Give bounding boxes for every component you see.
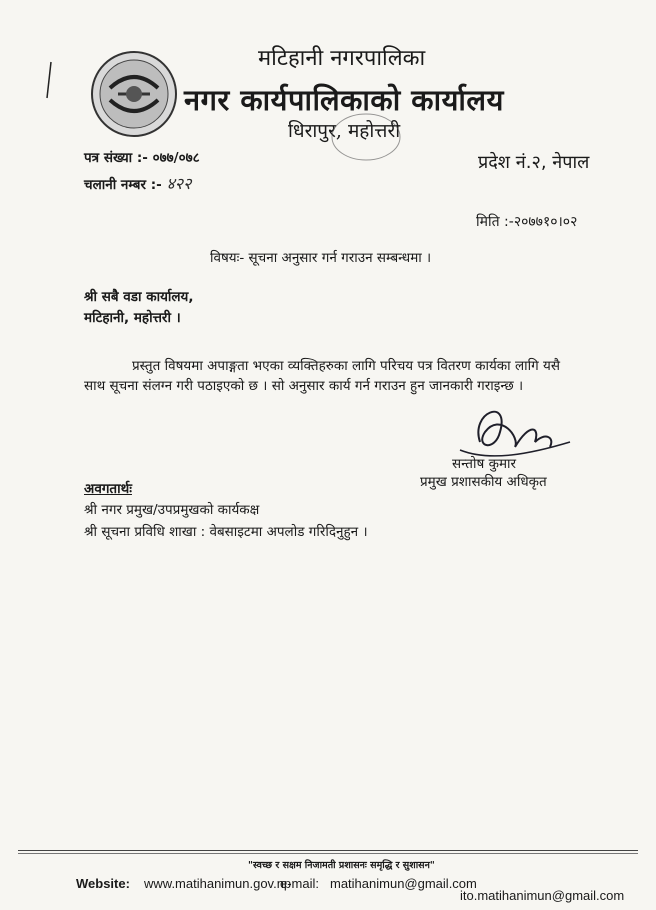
website-link[interactable]: www.matihanimun.gov.np [144, 876, 292, 891]
addressee-line2: मटिहानी, महोत्तरी । [84, 310, 181, 326]
margin-mark [44, 60, 54, 100]
letter-date: मिति :-२०७७१०।०२ [476, 214, 578, 230]
email-link-2[interactable]: ito.matihanimun@gmail.com [460, 888, 625, 903]
cc-line2: श्री सूचना प्रविधि शाखा : वेबसाइटमा अपलोड गरिदिनुहुन । [84, 524, 368, 540]
signatory-title: प्रमुख प्रशासकीय अधिकृत [420, 474, 547, 490]
province: प्रदेश नं.२, नेपाल [478, 152, 590, 173]
office-name: नगर कार्यपालिकाको कार्यालय [184, 83, 504, 117]
office-stamp [330, 112, 402, 162]
body-line1: प्रस्तुत विषयमा अपाङ्गता भएका व्यक्तिहरुका लागि परिचय पत्र वितरण कार्यका लागि यसै [132, 358, 560, 374]
cc-heading: अवगतार्थः [84, 481, 132, 497]
signatory-name: सन्तोष कुमार [452, 456, 517, 472]
office-location: धिरापुर, महोत्तरी [288, 120, 401, 142]
email-link[interactable]: matihanimun@gmail.com [330, 876, 477, 891]
cc-line1: श्री नगर प्रमुख/उपप्रमुखको कार्यकक्ष [84, 502, 260, 518]
chalani-number [84, 172, 191, 194]
addressee-line1: श्री सबै वडा कार्यालय, [84, 289, 194, 305]
body-line2: साथ सूचना संलग्न गरी पठाइएको छ । सो अनुसार कार्य गर्न गराउन हुन जानकारी गराइन्छ । [84, 378, 524, 394]
footer-rule [18, 850, 638, 851]
handwritten-signature [420, 392, 620, 512]
chalani-value: ४२२ [166, 174, 192, 193]
chalani-label: चलानी नम्बर :- [84, 177, 162, 193]
footer-rule-thin [18, 853, 638, 854]
municipality-emblem [88, 48, 180, 140]
municipality-name: मटिहानी नगरपालिका [258, 46, 426, 71]
patra-sankhya [84, 148, 200, 166]
patra-label: पत्र संख्या :- [84, 150, 148, 166]
subject: विषयः- सूचना अनुसार गर्न गराउन सम्बन्धमा । [210, 250, 432, 266]
website-label: Website: [76, 876, 130, 891]
email-label: e-mail: [280, 876, 320, 891]
patra-value: ०७७/०७८ [152, 150, 200, 166]
footer-motto: "स्वच्छ र सक्षम निजामती प्रशासनः समृद्धि र सुशासन" [248, 860, 435, 871]
